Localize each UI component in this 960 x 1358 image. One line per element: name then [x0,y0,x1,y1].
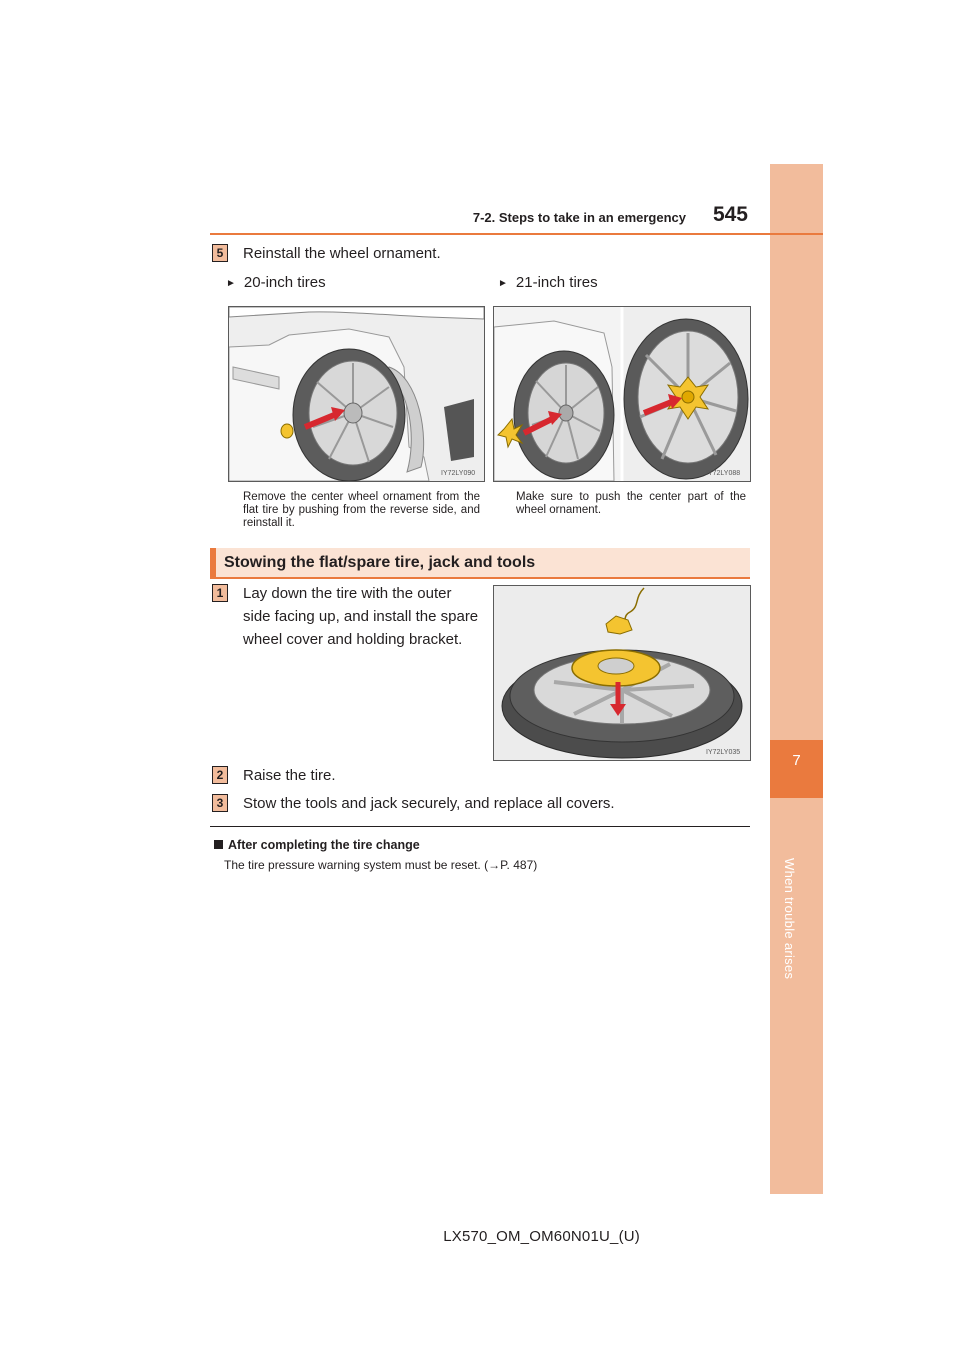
figure-code: IY72LY035 [706,749,741,756]
caption-21inch: Make sure to push the center part of the wheel ornament. [516,491,746,516]
step-2-text: Raise the tire. [243,767,336,784]
step-number-2: 2 [212,766,228,784]
note-body: The tire pressure warning system must be reset. (→P. 487) [224,858,538,872]
chapter-title: When trouble arises [782,858,797,980]
triangle-bullet-icon: ► [498,278,508,289]
figure-21inch-wheel [493,306,751,482]
step-number-5: 5 [212,244,228,262]
section-heading-rule [210,577,750,579]
chapter-number: 7 [792,752,801,769]
wheel-illustration-20in [229,307,484,481]
page-number: 545 [712,203,748,226]
variant-label-20in: ► 20-inch tires [226,274,326,291]
step-number-1: 1 [212,584,228,602]
running-header: 7-2. Steps to take in an emergency [472,210,686,225]
note-title: After completing the tire change [214,838,420,852]
figure-spare-tire [493,585,751,761]
step-5-text: Reinstall the wheel ornament. [243,245,441,262]
step-1-text: Lay down the tire with the outer side facing up, and install the spare wheel cover and holding bracket. [243,585,479,648]
header-rule [210,233,823,235]
note-rule [210,826,750,827]
step-3-text: Stow the tools and jack securely, and replace all covers. [243,795,615,812]
chapter-tab-marker [770,740,823,798]
figure-code: IY72LY088 [706,470,741,477]
spare-tire-illustration [494,586,750,760]
section-title: Stowing the flat/spare tire, jack and tools [224,554,536,571]
variant-label-21in: ► 21-inch tires [498,274,598,291]
figure-code: IY72LY090 [441,470,476,477]
caption-20inch: Remove the center wheel ornament from the flat tire by pushing from the reverse side, and reinstall it. [243,491,480,529]
step-number-3: 3 [212,794,228,812]
wheel-illustration-21in [494,307,750,481]
figure-20inch-wheel [228,306,485,482]
document-code: LX570_OM_OM60N01U_(U) [443,1228,640,1245]
triangle-bullet-icon: ► [226,278,236,289]
square-bullet-icon [214,840,223,849]
side-tab [770,164,823,1194]
